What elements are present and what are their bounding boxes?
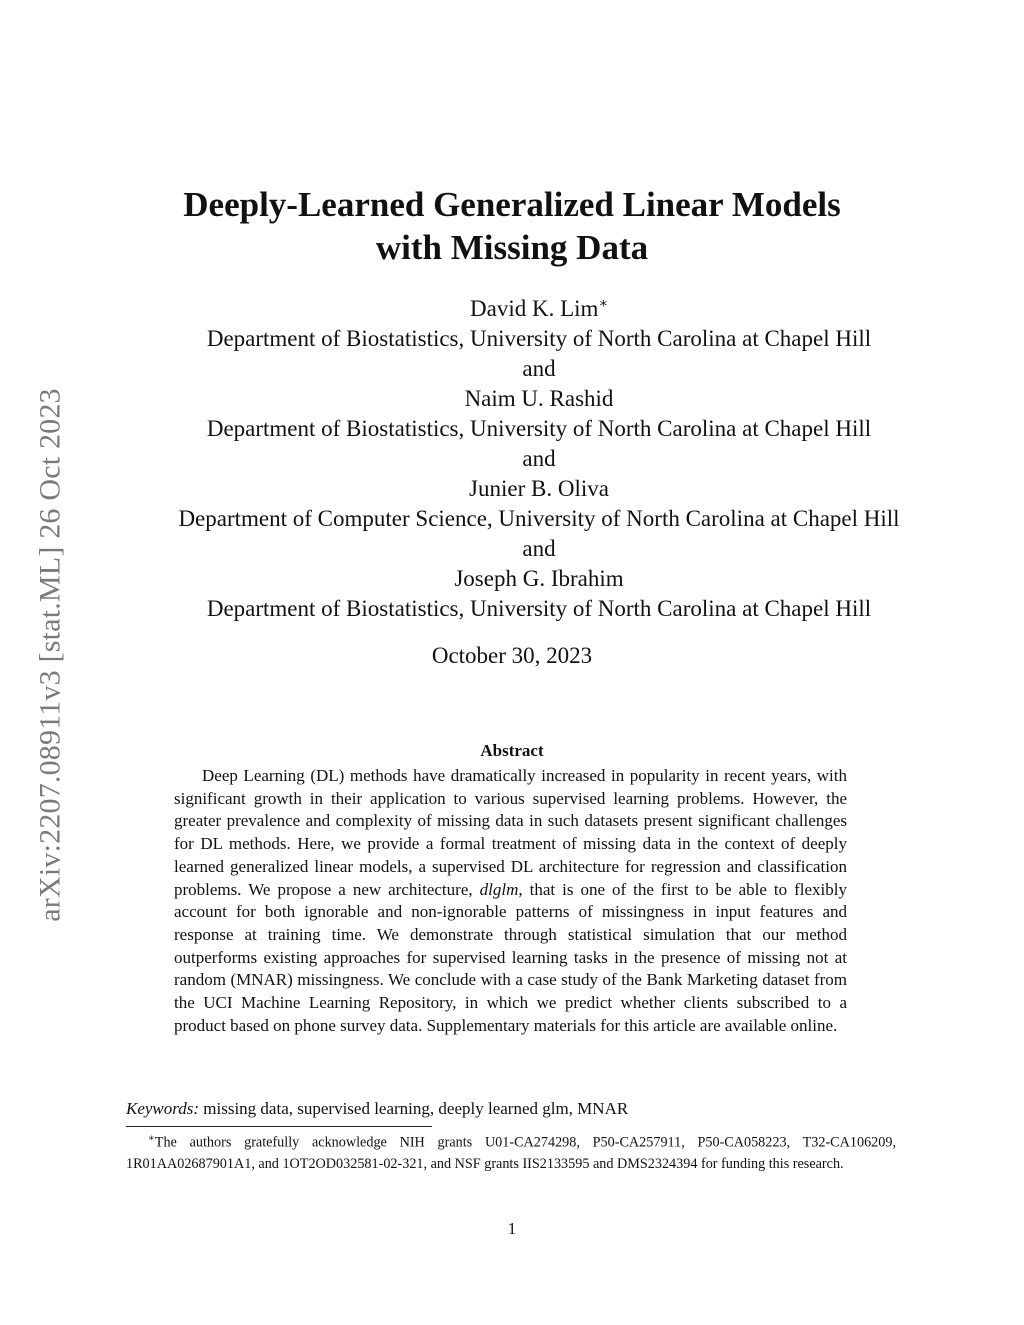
paper-title-line-2: with Missing Data: [375, 228, 649, 267]
publication-date: October 30, 2023: [431, 643, 593, 668]
keywords: [126, 1097, 906, 1121]
author-footnote-mark: ∗: [598, 296, 608, 312]
author-name: David K. Lim∗: [470, 296, 608, 321]
author-name: Joseph G. Ibrahim: [454, 566, 624, 591]
abstract-heading: Abstract: [480, 741, 544, 760]
arxiv-identifier-text: arXiv:2207.08911v3 [stat.ML] 26 Oct 2023: [34, 388, 68, 922]
author-name: Junier B. Oliva: [469, 476, 609, 501]
paper-title: [0, 183, 1024, 269]
author-separator: and: [522, 536, 556, 561]
page-number: 1: [507, 1219, 517, 1238]
author-affiliation: Department of Biostatistics, University of North Carolina at Chapel Hill: [206, 326, 872, 351]
abstract-body: Deep Learning (DL) methods have dramatically increased in popularity in recent years, with significant growth in their application to various supervised learning problems. However, the greater prevalence and complexity of missing data in such datasets present significant challenges for DL methods. Here, we provide a formal treatment of missing data in the context of deeply learned generalized linear models, a supervised DL architecture for regression and classification problems. We propose a new architecture, dlglm, that is one of the first to be able to flexibly account for both ignorable and non-ignorable patterns of missingness in input features and response at training time. We demonstrate through statistical simulation that our method outperforms existing approaches for supervised learning tasks in the presence of missing not at random (MNAR) missingness. We conclude with a case study of the Bank Marketing dataset from the UCI Machine Learning Repository, in which we predict whether clients subscribed to a product based on phone survey data. Supplementary materials for this article are available online.: [174, 766, 848, 1035]
author-affiliation: Department of Computer Science, University of North Carolina at Chapel Hill: [178, 506, 900, 531]
author-affiliation: Department of Biostatistics, University of North Carolina at Chapel Hill: [206, 416, 872, 441]
author-separator: and: [522, 356, 556, 381]
author-affiliation: Department of Biostatistics, University of North Carolina at Chapel Hill: [206, 596, 872, 621]
author-separator: and: [522, 446, 556, 471]
author-block: [100, 294, 978, 624]
footnote-text: The authors gratefully acknowledge NIH grants U01-CA274298, P50-CA257911, P50-CA058223, T32-CA106209, 1R01AA02687901A1, and 1OT2OD032581-02-321, and NSF grants IIS2133595 and DMS2324394 for funding this research.: [126, 1134, 896, 1172]
footnote-mark: ∗: [148, 1133, 155, 1144]
author-name: Naim U. Rashid: [464, 386, 614, 411]
keywords-list: missing data, supervised learning, deeply learned glm, MNAR: [203, 1099, 629, 1118]
footnote-divider: [126, 1126, 432, 1127]
keywords-label: Keywords:: [126, 1099, 200, 1118]
funding-footnote: [126, 1128, 896, 1175]
paper-title-line-1: Deeply-Learned Generalized Linear Models: [183, 185, 841, 224]
method-name: dlglm: [479, 879, 519, 899]
